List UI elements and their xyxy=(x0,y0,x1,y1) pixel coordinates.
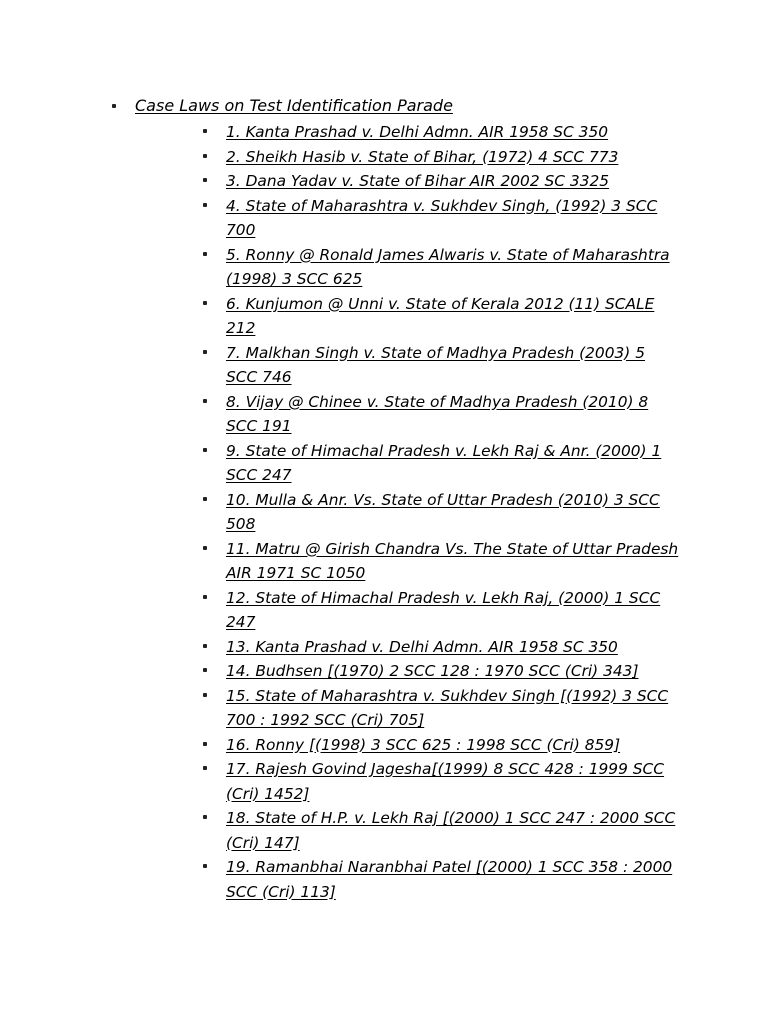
bullet-icon xyxy=(203,815,207,819)
bullet-icon xyxy=(203,742,207,746)
case-link[interactable]: 17. Rajesh Govind Jagesha[(1999) 8 SCC 428 : 1999 SCC (Cri) 1452] xyxy=(226,760,665,803)
bullet-icon xyxy=(203,252,207,256)
bullet-icon xyxy=(203,497,207,501)
case-list-item xyxy=(200,855,680,904)
bullet-icon xyxy=(203,766,207,770)
bullet-icon xyxy=(203,399,207,403)
case-link[interactable]: 19. Ramanbhai Naranbhai Patel [(2000) 1 SCC 358 : 2000 SCC (Cri) 113] xyxy=(226,858,673,901)
case-link[interactable]: 18. State of H.P. v. Lekh Raj [(2000) 1 SCC 247 : 2000 SCC (Cri) 147] xyxy=(226,809,676,852)
case-link[interactable]: 5. Ronny @ Ronald James Alwaris v. State of Maharashtra (1998) 3 SCC 625 xyxy=(226,245,670,288)
bullet-icon xyxy=(203,546,207,550)
case-link[interactable]: 9. State of Himachal Pradesh v. Lekh Raj & Anr. (2000) 1 SCC 247 xyxy=(226,441,662,484)
case-list-item xyxy=(200,439,680,488)
heading-list-item xyxy=(110,96,750,116)
bullet-icon xyxy=(112,104,116,108)
case-list-item xyxy=(200,243,680,292)
case-link[interactable]: 4. State of Maharashtra v. Sukhdev Singh, (1992) 3 SCC 700 xyxy=(226,196,658,239)
case-link[interactable]: 3. Dana Yadav v. State of Bihar AIR 2002 SC 3325 xyxy=(226,172,610,190)
case-link[interactable]: 1. Kanta Prashad v. Delhi Admn. AIR 1958 SC 350 xyxy=(226,123,609,141)
case-list-item xyxy=(200,537,680,586)
case-list-item xyxy=(200,586,680,635)
bullet-icon xyxy=(203,129,207,133)
case-link[interactable]: 14. Budhsen [(1970) 2 SCC 128 : 1970 SCC (Cri) 343] xyxy=(226,662,639,680)
case-link[interactable]: 8. Vijay @ Chinee v. State of Madhya Pradesh (2010) 8 SCC 191 xyxy=(226,392,649,435)
bullet-icon xyxy=(203,864,207,868)
bullet-icon xyxy=(203,178,207,182)
bullet-icon xyxy=(203,668,207,672)
bullet-icon xyxy=(203,154,207,158)
case-link[interactable]: 10. Mulla & Anr. Vs. State of Uttar Pradesh (2010) 3 SCC 508 xyxy=(226,490,660,533)
case-link[interactable]: 2. Sheikh Hasib v. State of Bihar, (1972) 4 SCC 773 xyxy=(226,147,619,166)
bullet-icon xyxy=(203,203,207,207)
case-list-item xyxy=(200,659,680,684)
case-link[interactable]: 12. State of Himachal Pradesh v. Lekh Raj, (2000) 1 SCC 247 xyxy=(226,588,661,631)
bullet-icon xyxy=(203,595,207,599)
case-list-item xyxy=(200,757,680,806)
case-law-list xyxy=(200,120,680,904)
case-list-item xyxy=(200,684,680,733)
case-link[interactable]: 6. Kunjumon @ Unni v. State of Kerala 2012 (11) SCALE 212 xyxy=(226,294,655,337)
bullet-icon xyxy=(203,350,207,354)
case-list-item xyxy=(200,488,680,537)
case-list-item xyxy=(200,635,680,660)
case-list-item xyxy=(200,169,680,194)
case-link[interactable]: 11. Matru @ Girish Chandra Vs. The State of Uttar Pradesh AIR 1971 SC 1050 xyxy=(226,539,679,582)
bullet-icon xyxy=(203,301,207,305)
bullet-icon xyxy=(203,644,207,648)
case-list-item xyxy=(200,120,680,145)
case-list-item xyxy=(200,292,680,341)
section-heading-link[interactable]: Case Laws on Test Identification Parade xyxy=(135,96,453,115)
bullet-icon xyxy=(203,448,207,452)
case-list-item xyxy=(200,341,680,390)
case-link[interactable]: 13. Kanta Prashad v. Delhi Admn. AIR 1958 SC 350 xyxy=(226,637,618,656)
case-list-item xyxy=(200,733,680,758)
case-list-item xyxy=(200,145,680,170)
case-link[interactable]: 7. Malkhan Singh v. State of Madhya Pradesh (2003) 5 SCC 746 xyxy=(226,343,645,386)
bullet-icon xyxy=(203,693,207,697)
case-link[interactable]: 15. State of Maharashtra v. Sukhdev Singh [(1992) 3 SCC 700 : 1992 SCC (Cri) 705] xyxy=(226,686,669,729)
case-link[interactable]: 16. Ronny [(1998) 3 SCC 625 : 1998 SCC (Cri) 859] xyxy=(226,735,621,754)
case-list-item xyxy=(200,390,680,439)
case-list-item xyxy=(200,194,680,243)
case-list-item xyxy=(200,806,680,855)
